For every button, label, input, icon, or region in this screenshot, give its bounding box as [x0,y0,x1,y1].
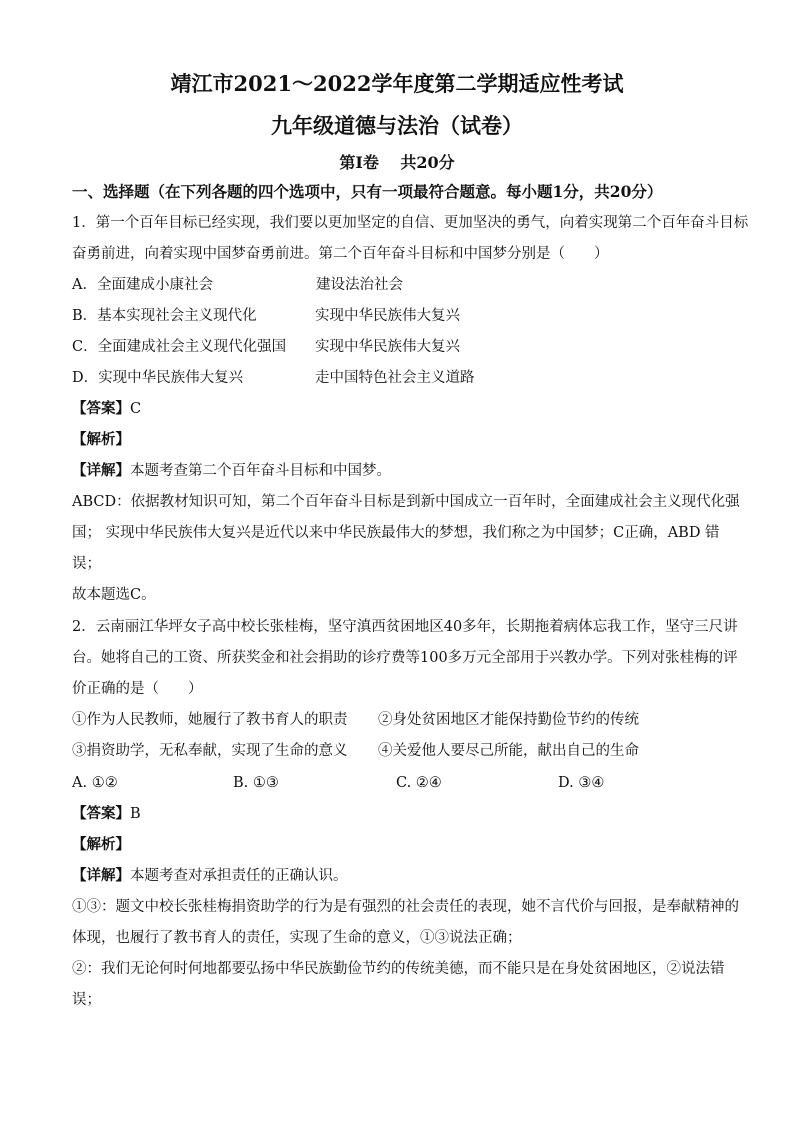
q2-statements-row-1 [72,710,639,730]
q2-choice-c: C. ②④ [396,775,442,791]
q2-detail [72,866,348,886]
q1-option-a [72,275,403,295]
q1-option-c-part2: 实现中华民族伟大复兴 [315,339,460,355]
q1-option-b-part1: B．基本实现社会主义现代化 [72,308,257,324]
q2-answer-label: 【答案】 [72,805,130,822]
exam-subtitle: 九年级道德与法治（试卷） [271,113,523,138]
q1-option-d-part1: D．实现中华民族伟大复兴 [72,370,244,386]
q2-statement-4: ④关爱他人要尽己所能，献出自己的生命 [378,743,639,759]
q2-explanation-line-3: ②：我们无论何时何地都要弘扬中华民族勤俭节约的传统美德，而不能只是在身处贫困地区，②说法错 [72,961,725,977]
q1-stem-line-2: 奋勇前进，向着实现中国梦奋勇前进。第二个百年奋斗目标和中国梦分别是（ ） [72,246,609,262]
q1-explanation-line-3: 误； [72,556,101,572]
q2-stem-line-3: 价正确的是（ ） [72,681,203,697]
q2-explanation-line-4: 误； [72,992,101,1008]
q1-answer-value: C [130,401,142,417]
q2-analysis-label: 【解析】 [72,836,130,853]
q1-option-a-part1: A．全面建成小康社会 [72,277,213,293]
section-label: 第Ⅰ卷 共20分 [339,153,455,172]
q1-detail-text: 本题考查第二个百年奋斗目标和中国梦。 [130,463,391,479]
q1-option-b [72,306,460,326]
q2-statement-2: ②身处贫困地区才能保持勤俭节约的传统 [378,712,639,728]
q1-stem-line-1: 1．第一个百年目标已经实现，我们要以更加坚定的自信、更加坚决的勇气，向着实现第二个百年奋斗目标 [72,215,749,231]
q2-stem-line-2: 台。她将自己的工资、所获奖金和社会捐助的诊疗费等100多万元全部用于兴教办学。下列对张桂梅的评 [72,650,738,666]
q1-option-d-part2: 走中国特色社会主义道路 [315,370,475,386]
q2-answer [72,804,141,824]
q2-choice-a: A. ①② [72,775,118,791]
q1-explanation-line-1: ABCD：依据教材知识可知，第二个百年奋斗目标是到新中国成立一百年时，全面建成社会主义现代化强 [72,494,740,510]
q2-explanation-line-2: 体现，也履行了教书育人的责任，实现了生命的意义，①③说法正确； [72,930,522,946]
q1-analysis-label: 【解析】 [72,431,130,448]
q1-option-d [72,368,475,388]
q1-answer [72,399,141,419]
q2-choice-b: B. ①③ [233,775,279,791]
q2-choice-d: D. ③④ [558,775,605,791]
q2-detail-label: 【详解】 [72,867,130,884]
exam-title: 靖江市2021～2022学年度第二学期适应性考试 [170,71,624,96]
q2-statements-row-2 [72,741,639,761]
q2-statement-3: ③捐资助学，无私奉献，实现了生命的意义 [72,743,348,759]
q1-conclusion: 故本题选C。 [72,587,156,603]
q1-detail [72,461,391,481]
q1-answer-label: 【答案】 [72,400,130,417]
q1-option-a-part2: 建设法治社会 [316,277,403,293]
q2-detail-text: 本题考查对承担责任的正确认识。 [130,868,348,884]
q1-option-c [72,337,460,357]
q1-option-b-part2: 实现中华民族伟大复兴 [315,308,460,324]
q1-explanation-line-2: 国； 实现中华民族伟大复兴是近代以来中华民族最伟大的梦想，我们称之为中国梦；C正确，ABD 错 [72,525,720,541]
q2-statement-1: ①作为人民教师，她履行了教书育人的职责 [72,712,348,728]
q1-detail-label: 【详解】 [72,462,130,479]
q1-option-c-part1: C．全面建成社会主义现代化强国 [72,339,287,355]
q2-answer-value: B [130,806,141,822]
section-heading: 一、选择题（在下列各题的四个选项中，只有一项最符合题意。每小题1分，共20分） [72,182,663,201]
q2-explanation-line-1: ①③：题文中校长张桂梅捐资助学的行为是有强烈的社会责任的表现，她不言代价与回报，是奉献精神的 [72,899,739,915]
q2-stem-line-1: 2．云南丽江华坪女子高中校长张桂梅，坚守滇西贫困地区40多年，长期拖着病体忘我工作，坚守三尺讲 [72,619,738,635]
